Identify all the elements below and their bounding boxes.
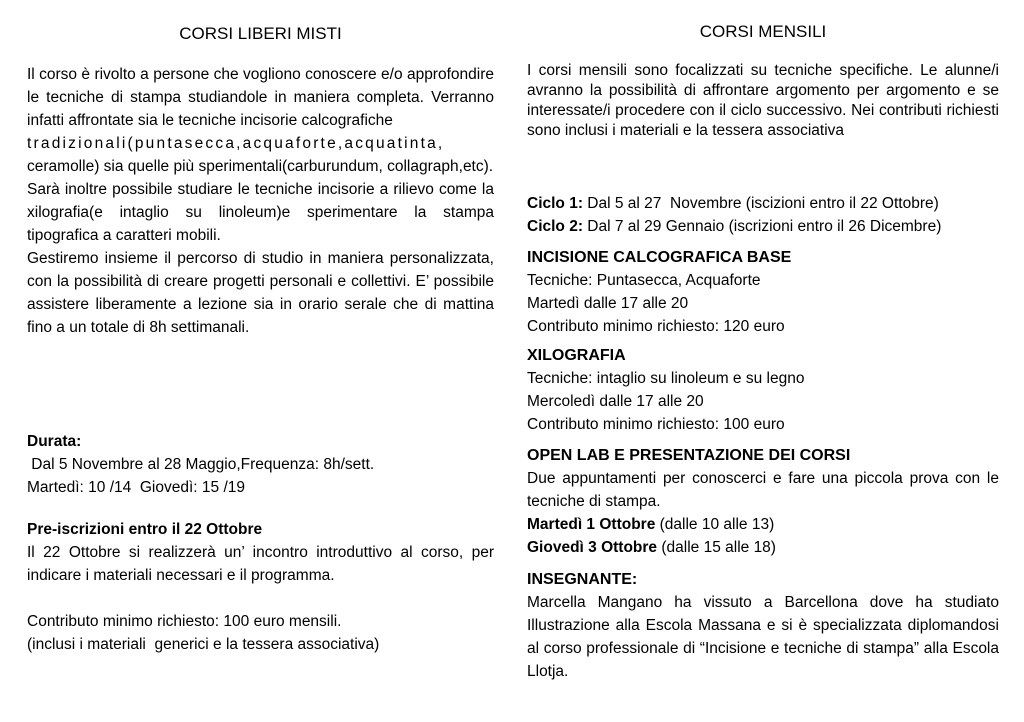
contributo-section bbox=[27, 610, 494, 656]
openlab-text: Due appuntamenti per conoscerci e fare una piccola prova con le tecniche di stampa. bbox=[527, 470, 999, 510]
ciclo-2 bbox=[527, 215, 999, 238]
ciclo-1-text: Dal 5 al 27 Novembre (iscizioni entro il 22 Ottobre) bbox=[582, 195, 939, 212]
contributo-note: (inclusi i materiali generici e la tessera associativa) bbox=[27, 636, 380, 653]
xilografia-title: XILOGRAFIA bbox=[527, 347, 626, 364]
openlab-date-1-text: (dalle 10 alle 13) bbox=[655, 516, 775, 533]
durata-line-1: Dal 5 Novembre al 28 Maggio,Frequenza: 8h/sett. bbox=[27, 456, 375, 473]
insegnante-text: Marcella Mangano ha vissuto a Barcellona dove ha studiato Illustrazione alla Escola Massana e si è specializzata diplomandosi al corso professionale di “Incisione e tecniche di stampa” alla Escola Llotja. bbox=[527, 594, 999, 680]
left-intro-text-2: tradizionali(puntasecca,acquaforte,acquatinta, bbox=[27, 135, 445, 152]
openlab-date-1 bbox=[527, 513, 999, 536]
right-intro bbox=[527, 61, 999, 141]
durata-section bbox=[27, 430, 494, 499]
left-intro-text-1: Il corso è rivolto a persone che vogliono conoscere e/o approfondire le tecniche di stampa studiandole in maniera completa. Verranno infatti affrontate sia le tecniche incisorie calcografiche bbox=[27, 66, 494, 129]
left-intro-text-3: ceramolle) sia quelle più sperimentali(carburundum, collagraph,etc). bbox=[27, 158, 494, 175]
xilografia-line-3: Contributo minimo richiesto: 100 euro bbox=[527, 416, 785, 433]
right-title: CORSI MENSILI bbox=[699, 22, 827, 41]
ciclo-2-label: Ciclo 2: bbox=[527, 218, 583, 235]
left-title: CORSI LIBERI MISTI bbox=[179, 24, 342, 43]
openlab-section bbox=[527, 444, 999, 559]
calcografica-line-3: Contributo minimo richiesto: 120 euro bbox=[527, 318, 785, 335]
xilografia-line-1: Tecniche: intaglio su linoleum e su legno bbox=[527, 370, 805, 387]
calcografica-line-1: Tecniche: Puntasecca, Acquaforte bbox=[527, 272, 761, 289]
calcografica-title: INCISIONE CALCOGRAFICA BASE bbox=[527, 249, 792, 266]
calcografica-section bbox=[527, 246, 999, 338]
ciclo-1 bbox=[527, 192, 999, 215]
durata-label: Durata: bbox=[27, 433, 82, 450]
calcografica-line-2: Martedì dalle 17 alle 20 bbox=[527, 295, 689, 312]
left-paragraph-3: Gestiremo insieme il percorso di studio in maniera personalizzata, con la possibilità di creare progetti personali e collettivi. E’ possibile assistere liberamente a lezione sia in orario serale che di mattina fino a un totale di 8h settimanali. bbox=[27, 250, 494, 336]
insegnante-title: INSEGNANTE: bbox=[527, 571, 638, 588]
right-intro-text: I corsi mensili sono focalizzati su tecniche specifiche. Le alunne/i avranno la possibilità di affrontare argomento per argomento e se interessate/i procedere con il ciclo successivo. Nei contributi richiesti sono inclusi i materiali e la tessera associativa bbox=[527, 62, 999, 139]
pre-iscrizioni-label: Pre-iscrizioni entro il 22 Ottobre bbox=[27, 521, 263, 538]
xilografia-line-2: Mercoledì dalle 17 alle 20 bbox=[527, 393, 704, 410]
openlab-date-2 bbox=[527, 536, 999, 559]
left-paragraph-2: Sarà inoltre possibile studiare le tecniche incisorie a rilievo come la xilografia(e intaglio su linoleum)e sperimentare la stampa tipografica a caratteri mobili. bbox=[27, 181, 494, 244]
ciclo-1-label: Ciclo 1: bbox=[527, 195, 583, 212]
openlab-date-1-label: Martedì 1 Ottobre bbox=[527, 516, 656, 533]
openlab-date-2-text: (dalle 15 alle 18) bbox=[657, 539, 776, 556]
left-intro bbox=[27, 63, 494, 339]
openlab-title: OPEN LAB E PRESENTAZIONE DEI CORSI bbox=[527, 447, 851, 464]
pre-iscrizioni-section bbox=[27, 518, 494, 587]
durata-line-2: Martedì: 10 /14 Giovedì: 15 /19 bbox=[27, 479, 245, 496]
xilografia-section bbox=[527, 344, 999, 436]
openlab-date-2-label: Giovedì 3 Ottobre bbox=[527, 539, 658, 556]
ciclo-2-text: Dal 7 al 29 Gennaio (iscrizioni entro il 26 Dicembre) bbox=[582, 218, 942, 235]
contributo-text: Contributo minimo richiesto: 100 euro mensili. bbox=[27, 613, 342, 630]
insegnante-section bbox=[527, 568, 999, 683]
cicli-section bbox=[527, 192, 999, 238]
pre-iscrizioni-text: Il 22 Ottobre si realizzerà un’ incontro introduttivo al corso, per indicare i materiali necessari e il programma. bbox=[27, 544, 494, 584]
